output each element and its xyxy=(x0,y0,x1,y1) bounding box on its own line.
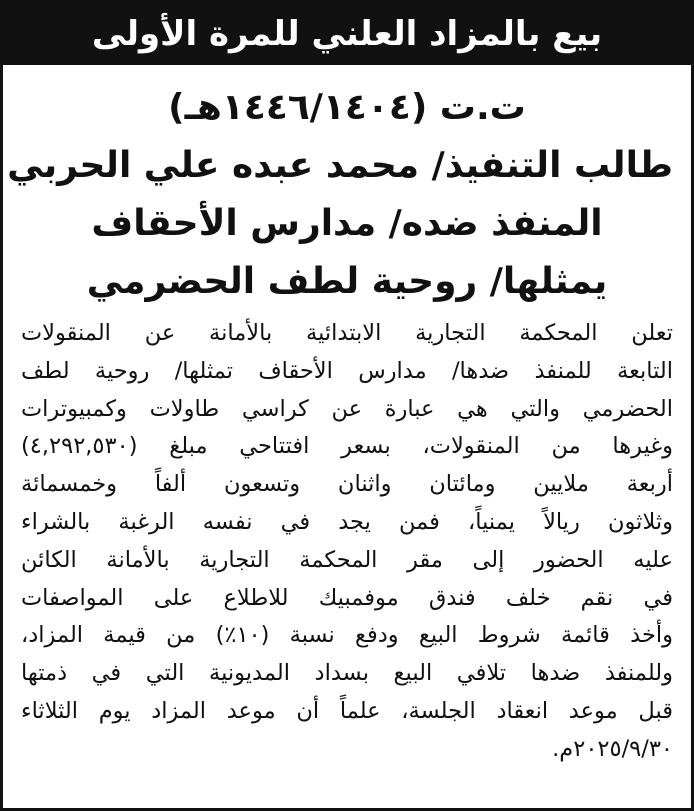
body-line: وثلاثون ريالاً يمنياً، فمن يجد في نفسه الرغبة بالشراء xyxy=(21,508,673,535)
body-line: في نقم خلف فندق موفمبيك للاطلاع على المواصفات xyxy=(21,584,673,611)
body-line: وغيرها من المنقولات، بسعر افتتاحي مبلغ (٤,٢٩٢,٥٣٠) xyxy=(21,433,673,460)
body-line: وأخذ قائمة شروط البيع ودفع نسبة (١٠٪) من قيمة المزاد، xyxy=(21,622,673,649)
body-line: تعلن المحكمة التجارية الابتدائية بالأمانة عن المنقولات xyxy=(21,320,673,346)
case-details xyxy=(3,65,691,311)
auction-date-line: ٢٠٢٥/٩/٣٠م. xyxy=(552,735,673,762)
body-line: عليه الحضور إلى مقر المحكمة التجارية بالأمانة الكائن xyxy=(21,546,673,573)
case-number: ت.ت (١٤٤٦/١٤٠٤هـ) xyxy=(168,87,526,128)
body-line: قبل موعد انعقاد الجلسة، علماً أن موعد المزاد يوم الثلاثاء xyxy=(21,697,673,724)
notice-body xyxy=(3,311,691,769)
execution-applicant: طالب التنفيذ/ محمد عبده علي الحربي xyxy=(7,145,673,186)
notice-headline: بيع بالمزاد العلني للمرة الأولى xyxy=(3,3,691,65)
defendant-representative: يمثلها/ روحية لطف الحضرمي xyxy=(86,261,608,302)
body-line: وللمنفذ ضدها تلافي البيع بسداد المديونية التي في ذمتها xyxy=(21,660,673,687)
body-line: الحضرمي والتي هي عبارة عن كراسي طاولات وكمبيوترات xyxy=(21,395,673,422)
body-line: أربعة ملايين ومائتان واثنان وتسعون ألفاً وخمسمائة xyxy=(21,471,673,498)
execution-defendant: المنفذ ضده/ مدارس الأحقاف xyxy=(91,203,603,244)
body-line: التابعة للمنفذ ضدها/ مدارس الأحقاف تمثلها/ روحية لطف xyxy=(21,357,673,384)
